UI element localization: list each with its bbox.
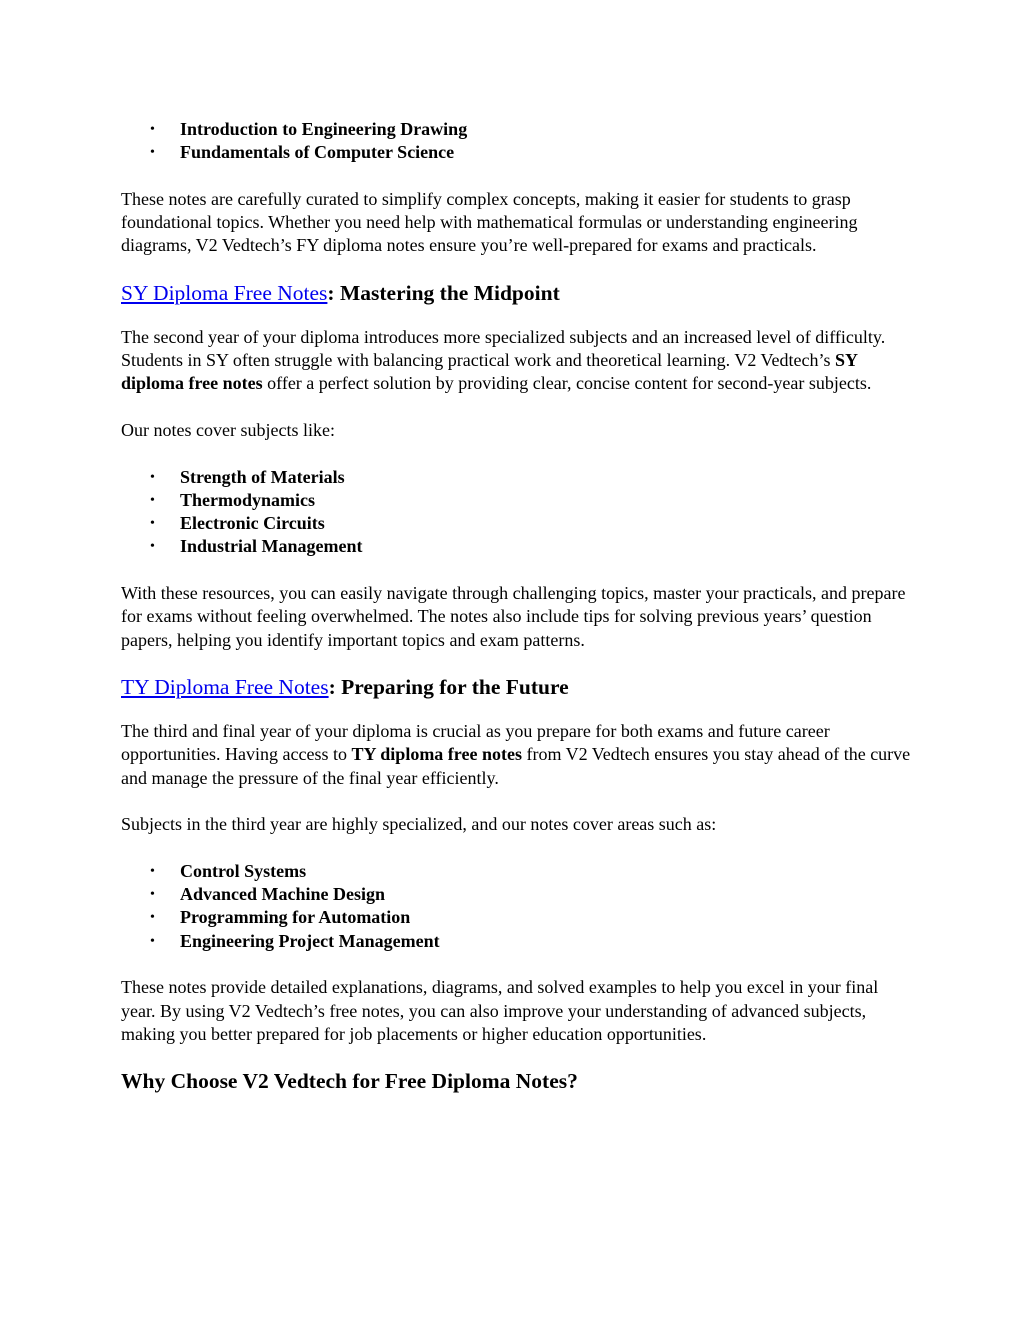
list-item: • Thermodynamics (121, 489, 911, 512)
ty-subject-list (121, 860, 911, 953)
list-item: • Advanced Machine Design (121, 883, 911, 906)
fy-subject-list (121, 118, 911, 165)
list-item: • Electronic Circuits (121, 512, 911, 535)
bullet-icon: • (150, 516, 155, 532)
list-item: • Engineering Project Management (121, 930, 911, 953)
sy-subject-list (121, 466, 911, 559)
bullet-icon: • (150, 863, 155, 879)
list-item: • Control Systems (121, 860, 911, 883)
bullet-icon: • (150, 539, 155, 555)
bullet-icon: • (150, 469, 155, 485)
list-item: • Industrial Management (121, 535, 911, 558)
list-item: • Introduction to Engineering Drawing (121, 118, 911, 141)
bullet-icon: • (150, 910, 155, 926)
ty-paragraph: The third and final year of your diploma is crucial as you prepare for both exams and future career opportunities. Having access to TY diploma free notes from V2 Vedtech ensures you stay ahead of the curve and manage the pressure of the final year efficiently. (121, 720, 911, 788)
list-item: • Programming for Automation (121, 906, 911, 929)
sy-paragraph: The second year of your diploma introduces more specialized subjects and an increased level of difficulty. Students in SY often struggle with balancing practical work and theoretical learning. V2 Vedtech’s SY diploma free notes offer a perfect solution by providing clear, concise content for second-year subjects. (121, 326, 886, 394)
ty-closing-paragraph: These notes provide detailed explanations, diagrams, and solved examples to help you excel in your final year. By using V2 Vedtech’s free notes, you can also improve your understanding of advanced subjects, making you better prepared for job placements or higher education opportunities. (121, 977, 879, 1044)
document-page (121, 118, 911, 1095)
ty-intro: Subjects in the third year are highly specialized, and our notes cover areas such as: (121, 814, 717, 835)
bullet-icon: • (150, 145, 155, 161)
fy-paragraph: These notes are carefully curated to simplify complex concepts, making it easier for students to grasp foundational topics. Whether you need help with mathematical formulas or understanding engineering diagrams, V2 Vedtech’s FY diploma notes ensure you’re well-prepared for exams and practicals. (121, 188, 858, 256)
bullet-icon: • (150, 492, 155, 508)
bullet-icon: • (150, 122, 155, 137)
list-item: • Strength of Materials (121, 466, 911, 489)
list-item: • Fundamentals of Computer Science (121, 141, 911, 164)
bullet-icon: • (150, 933, 155, 949)
sy-closing-paragraph: With these resources, you can easily navigate through challenging topics, master your practicals, and prepare for exams without feeling overwhelmed. The notes also include tips for solving previous years’ question papers, helping you identify important topics and exam patterns. (121, 583, 906, 650)
sy-intro: Our notes cover subjects like: (121, 419, 335, 440)
bullet-icon: • (150, 887, 155, 903)
ty-heading: TY Diploma Free Notes: Preparing for the Future (121, 674, 569, 699)
why-choose-heading: Why Choose V2 Vedtech for Free Diploma Notes? (121, 1069, 578, 1094)
sy-heading: SY Diploma Free Notes: Mastering the Midpoint (121, 280, 560, 305)
sy-diploma-notes-link[interactable]: SY Diploma Free Notes (121, 280, 328, 305)
ty-diploma-notes-link[interactable]: TY Diploma Free Notes (121, 674, 329, 699)
